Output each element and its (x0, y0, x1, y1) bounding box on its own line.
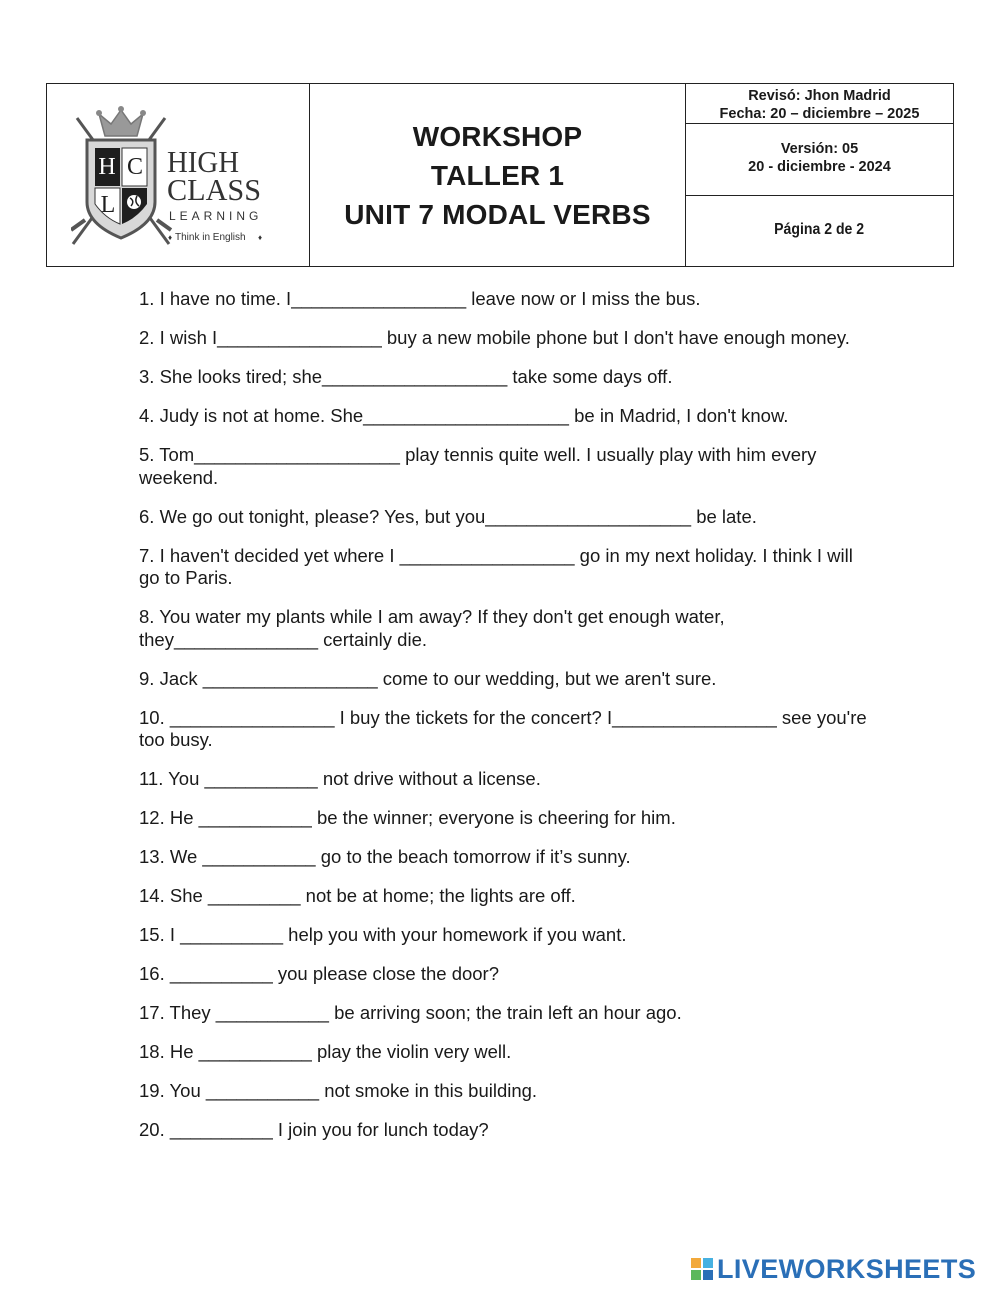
svg-text:♦: ♦ (168, 233, 173, 242)
question-6: 6. We go out tonight, please? Yes, but you____________________ be late. (139, 505, 757, 527)
logo-letter-l: L (100, 192, 116, 218)
question-18: 18. He ___________ play the violin very well. (139, 1041, 512, 1062)
question-19: 19. You ___________ not smoke in this building. (139, 1080, 538, 1101)
question-20: 20. __________ I join you for lunch today? (139, 1119, 489, 1140)
page-block (686, 196, 953, 266)
shield-icon (87, 140, 155, 238)
logo-letter-c: C (126, 154, 144, 180)
question-7: 7. I haven't decided yet where I _________________ go in my next holiday. I think I will go to Paris. (139, 544, 853, 588)
question-1: 1. I have no time. I_________________ leave now or I miss the bus. (139, 288, 701, 309)
logo-cell (47, 84, 310, 266)
logo-letter-h: H (98, 154, 116, 180)
question-16: 16. __________ you please close the door? (139, 963, 500, 984)
question-15: 15. I __________ help you with your homework if you want. (139, 924, 627, 945)
question-5: 5. Tom____________________ play tennis quite well. I usually play with him every weekend. (139, 444, 817, 488)
crown-icon (96, 106, 146, 136)
logo-name-high: HIGH (167, 144, 239, 179)
svg-text:♦: ♦ (258, 233, 263, 242)
question-8: 8. You water my plants while I am away? If they don't get enough water, they______________ certainly die. (139, 606, 725, 650)
liveworksheets-blocks-icon (690, 1257, 714, 1281)
questions-list (139, 288, 869, 1158)
reviewed-by: Revisó: Jhon Madrid (748, 88, 891, 104)
version-date: 20 - diciembre - 2024 (748, 159, 891, 175)
question-11: 11. You ___________ not drive without a license. (139, 768, 541, 789)
review-block (686, 84, 953, 124)
logo-name-class: CLASS (167, 172, 261, 207)
logo-name-learning: LEARNING (169, 209, 263, 223)
question-9: 9. Jack _________________ come to our wedding, but we aren't sure. (139, 667, 717, 689)
liveworksheets-brand (690, 1254, 990, 1284)
logo-tagline: Think in English (175, 232, 246, 243)
question-3: 3. She looks tired; she__________________ take some days off. (139, 366, 673, 387)
title-unit: UNIT 7 MODAL VERBS (344, 198, 651, 230)
meta-cell (686, 84, 953, 266)
page-number: Página 2 de 2 (774, 221, 865, 238)
question-10: 10. ________________ I buy the tickets for the concert? I________________ see you're too busy. (139, 706, 867, 750)
version-label: Versión: 05 (780, 141, 859, 157)
title-cell (310, 84, 686, 266)
high-class-learning-logo (71, 106, 291, 256)
version-block (686, 124, 953, 196)
brand-name: LIVEWORKSHEETS (717, 1254, 977, 1284)
review-date: Fecha: 20 – diciembre – 2025 (719, 106, 920, 122)
question-2: 2. I wish I________________ buy a new mobile phone but I don't have enough money. (139, 327, 850, 348)
question-4: 4. Judy is not at home. She____________________ be in Madrid, I don't know. (139, 405, 789, 426)
question-12: 12. He ___________ be the winner; everyone is cheering for him. (139, 807, 676, 828)
question-13: 13. We ___________ go to the beach tomorrow if it’s sunny. (139, 846, 631, 867)
title-workshop: WORKSHOP (412, 120, 583, 152)
header-table (46, 83, 954, 267)
question-17: 17. They ___________ be arriving soon; the train left an hour ago. (139, 1002, 682, 1023)
title-taller: TALLER 1 (430, 159, 565, 191)
question-14: 14. She _________ not be at home; the lights are off. (139, 885, 576, 906)
